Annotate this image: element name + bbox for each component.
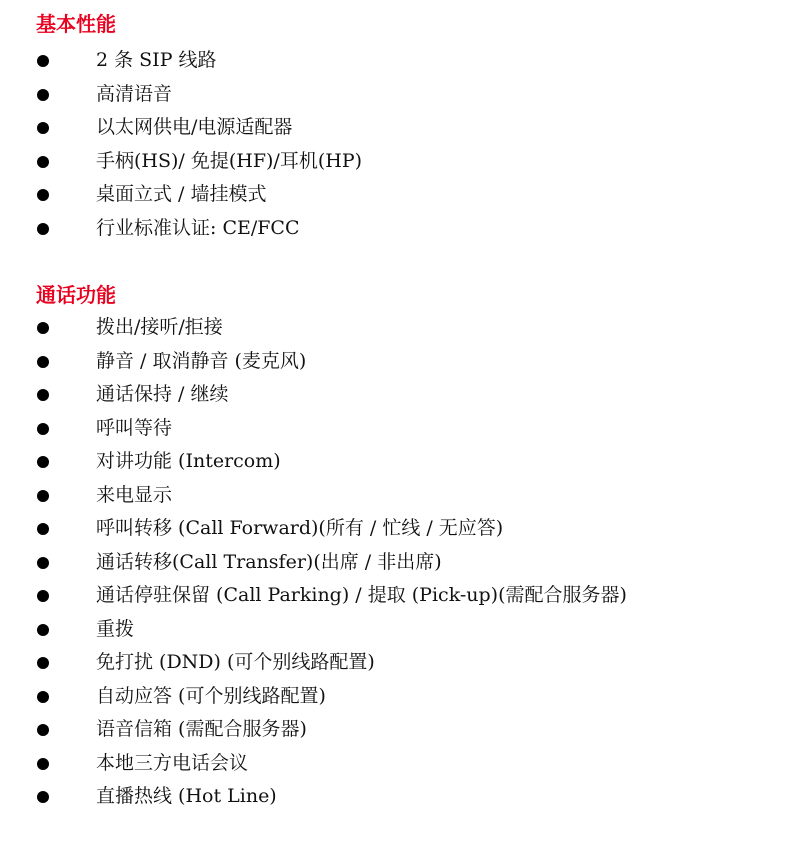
list-item-text: 呼叫等待 (96, 416, 173, 439)
section-title-call: 通话功能 (36, 283, 116, 307)
bullet-icon (37, 657, 49, 669)
list-item-text: 2 条 SIP 线路 (96, 49, 217, 71)
list-item (0, 613, 800, 647)
list-item (0, 178, 800, 212)
bullet-icon (37, 89, 49, 101)
bullet-icon (37, 389, 49, 401)
list-item-text: 自动应答 (可个别线路配置) (96, 684, 326, 707)
list-item-text: 通话转移(Call Transfer)(出席 / 非出席) (96, 550, 442, 573)
list-item (0, 512, 800, 546)
list-item (0, 546, 800, 580)
list-item (0, 445, 800, 479)
list-item (0, 78, 800, 112)
list-item (0, 780, 800, 814)
bullet-icon (37, 523, 49, 535)
bullet-icon (37, 490, 49, 502)
list-item-text: 对讲功能 (Intercom) (96, 450, 281, 472)
list-item (0, 145, 800, 179)
list-item (0, 378, 800, 412)
bullet-icon (37, 322, 49, 334)
bullet-icon (37, 724, 49, 736)
bullet-icon (37, 758, 49, 770)
bullet-icon (37, 223, 49, 235)
list-item (0, 747, 800, 781)
list-item-text: 呼叫转移 (Call Forward)(所有 / 忙线 / 无应答) (96, 517, 504, 539)
bullet-icon (37, 557, 49, 569)
list-item-text: 静音 / 取消静音 (麦克风) (96, 349, 307, 372)
list-item-text: 拨出/接听/拒接 (96, 316, 223, 338)
list-item-text: 通话保持 / 继续 (96, 383, 229, 405)
list-item (0, 479, 800, 513)
bullet-icon (37, 122, 49, 134)
list-item-text: 以太网供电/电源适配器 (96, 116, 293, 138)
bullet-icon (37, 624, 49, 636)
list-item-text: 直播热线 (Hot Line) (96, 785, 277, 807)
bullet-icon (37, 456, 49, 468)
list-item-text: 行业标准认证: CE/FCC (96, 216, 300, 239)
list-item (0, 212, 800, 246)
list-item (0, 44, 800, 78)
bullet-icon (37, 356, 49, 368)
bullet-icon (37, 423, 49, 435)
bullet-icon (37, 55, 49, 67)
bullet-icon (37, 156, 49, 168)
call-feature-list (0, 311, 800, 814)
list-item-text: 桌面立式 / 墙挂模式 (96, 183, 267, 205)
list-item (0, 111, 800, 145)
list-item-text: 本地三方电话会议 (96, 751, 249, 774)
list-item-text: 手柄(HS)/ 免提(HF)/耳机(HP) (96, 149, 363, 172)
bullet-icon (37, 791, 49, 803)
list-item-text: 高清语音 (96, 82, 173, 105)
list-item (0, 579, 800, 613)
list-item (0, 311, 800, 345)
list-item-text: 重拨 (96, 617, 135, 640)
list-item-text: 通话停驻保留 (Call Parking) / 提取 (Pick-up)(需配合服务器) (96, 584, 627, 606)
section-title-basic: 基本性能 (36, 12, 116, 36)
list-item (0, 345, 800, 379)
list-item (0, 713, 800, 747)
bullet-icon (37, 189, 49, 201)
basic-feature-list (0, 44, 800, 245)
list-item (0, 412, 800, 446)
bullet-icon (37, 590, 49, 602)
bullet-icon (37, 691, 49, 703)
list-item-text: 语音信箱 (需配合服务器) (96, 718, 307, 740)
list-item-text: 免打扰 (DND) (可个别线路配置) (96, 651, 375, 673)
list-item-text: 来电显示 (96, 483, 173, 506)
list-item (0, 680, 800, 714)
list-item (0, 646, 800, 680)
